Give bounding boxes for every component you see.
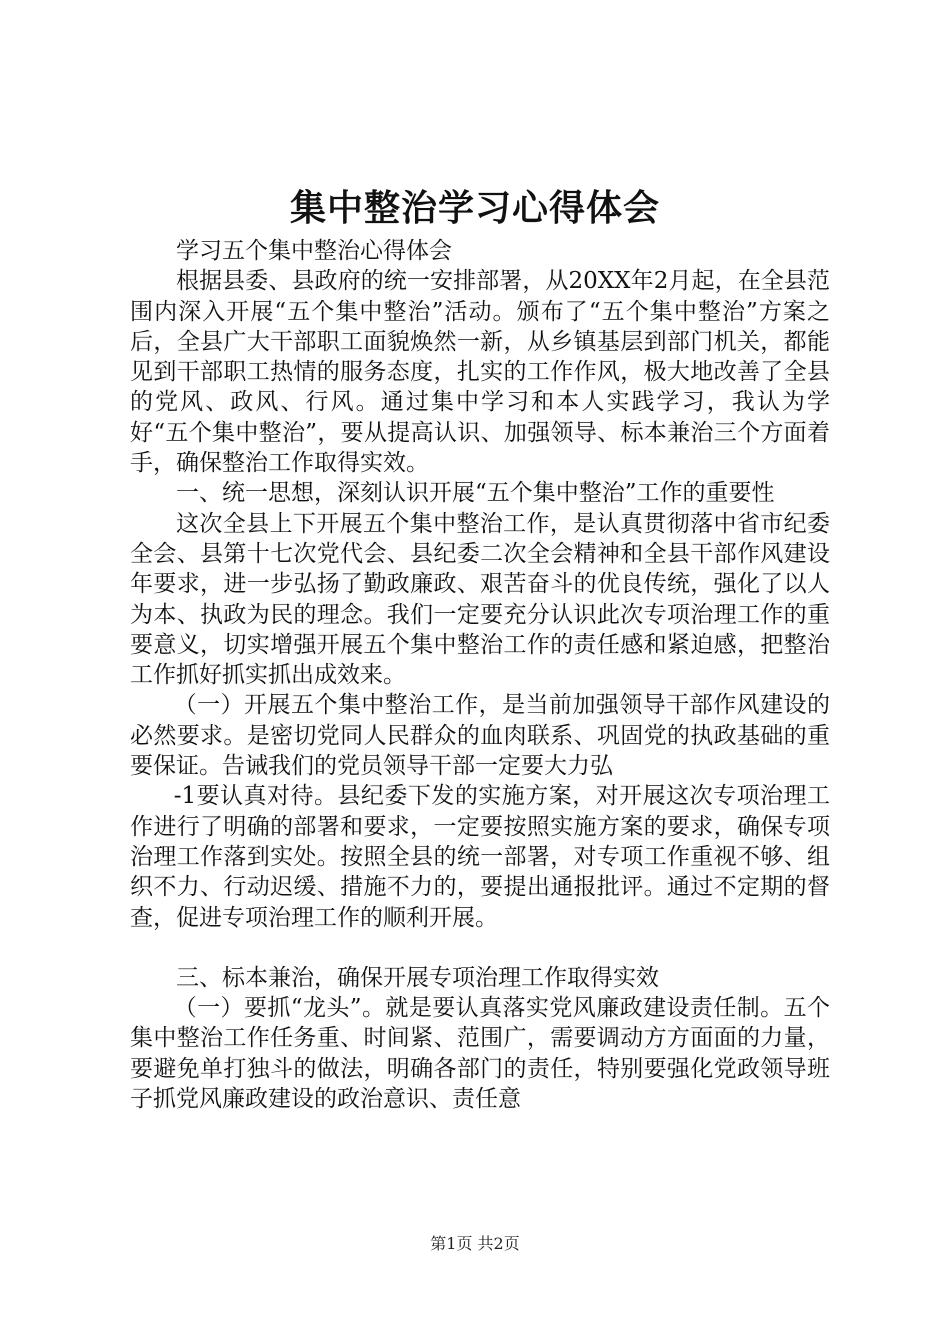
section-heading-three: 三、标本兼治，确保开展专项治理工作取得实效 <box>176 964 659 991</box>
document-body <box>130 236 830 1114</box>
section-three-paragraph: （一）要抓“龙头”。就是要认真落实党风廉政建设责任制。五个集中整治工作任务重、时间紧、范围广，需要调动方方面面的力量，要避免单打独斗的做法，明确各部门的责任，特别要强化党政领导班子抓党风廉政建设的政治意识、责任意 <box>130 995 830 1113</box>
section-one-paragraph: 这次全县上下开展五个集中整治工作，是认真贯彻落中省市纪委全会、县第十七次党代会、县纪委二次全会精神和全县干部作风建设年要求，进一步弘扬了勤政廉政、艰苦奋斗的优良传统，强化了以人为本、执政为民的理念。我们一定要充分认识此次专项治理工作的重要意义，切实增强开展五个集中整治工作的责任感和紧迫感，把整治工作抓好抓实抓出成效来。 <box>130 510 830 689</box>
continuation-paragraph: -1要认真对待。县纪委下发的实施方案，对开展这次专项治理工作进行了明确的部署和要求，一定要按照实施方案的要求，确保专项治理工作落到实处。按照全县的统一部署，对专项工作重视不够、组织不力、行动迟缓、措施不力的，要提出通报批评。通过不定期的督查，促进专项治理工作的顺利开展。 <box>130 783 830 931</box>
page-number-footer: 第1页 共2页 <box>430 1234 520 1253</box>
subsection-paragraph: （一）开展五个集中整治工作，是当前加强领导干部作风建设的必然要求。是密切党同人民群众的血肉联系、巩固党的执政基础的重要保证。告诫我们的党员领导干部一定要大力弘 <box>130 692 830 780</box>
section-heading-one: 一、统一思想，深刻认识开展“五个集中整治”工作的重要性 <box>176 480 775 507</box>
intro-paragraph: 根据县委、县政府的统一安排部署，从20XX年2月起，在全县范围内深入开展“五个集中整治”活动。颁布了“五个集中整治”方案之后，全县广大干部职工面貌焕然一新，从乡镇基层到部门机关，都能见到干部职工热情的服务态度，扎实的工作作风，极大地改善了全县的党风、政风、行风。通过集中学习和本人实践学习，我认为学好“五个集中整治”，要从提高认识、加强领导、标本兼治三个方面着手，确保整治工作取得实效。 <box>130 268 830 477</box>
document-title: 集中整治学习心得体会 <box>289 187 660 229</box>
subtitle-paragraph: 学习五个集中整治心得体会 <box>176 238 452 264</box>
